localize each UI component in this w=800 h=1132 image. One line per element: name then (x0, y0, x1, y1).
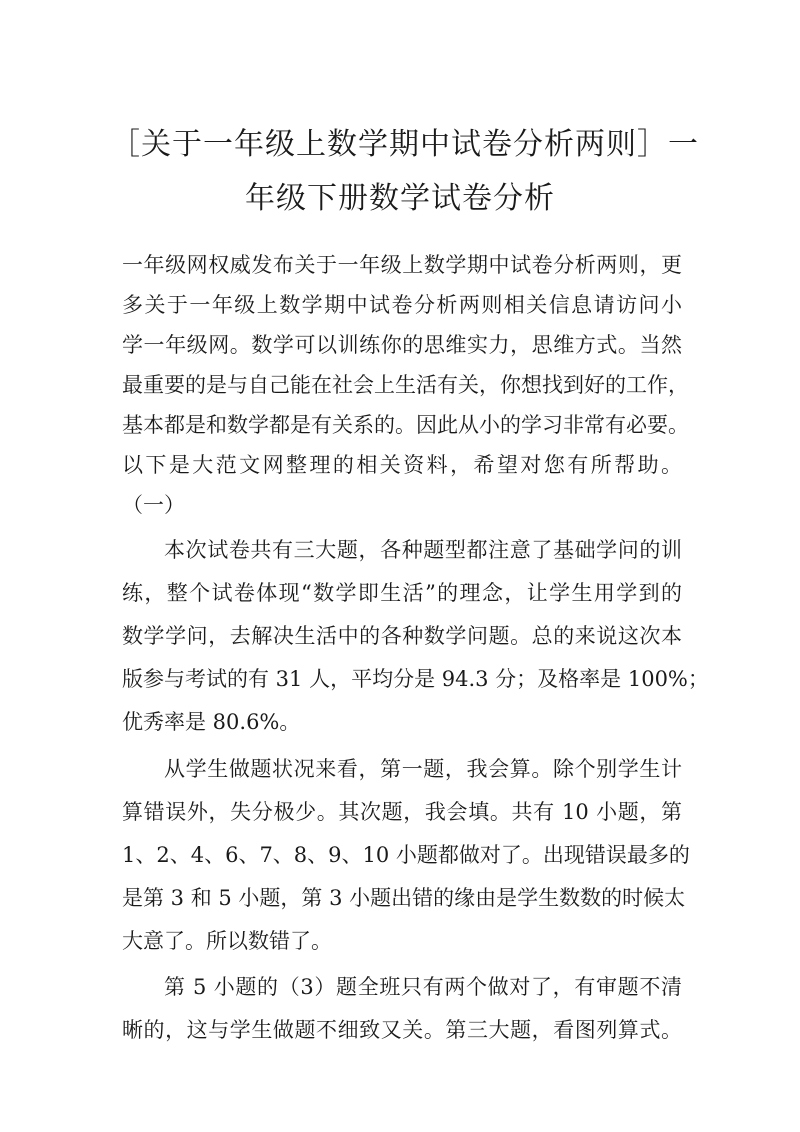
overview-paragraph-line: 练，整个试卷体现“数学即生活”的理念，让学生用学到的 (122, 581, 682, 605)
overview-paragraph-line: 优秀率是 80.6%。 (122, 710, 301, 734)
analysis-paragraph-line: 大意了。所以数错了。 (122, 929, 332, 953)
intro-paragraph-line: 多关于一年级上数学期中试卷分析两则相关信息请访问小 (122, 293, 682, 317)
analysis-paragraph-line: 是第 3 和 5 小题，第 3 小题出错的缘由是学生数数的时候太 (122, 886, 686, 910)
overview-paragraph-line: 版参与考试的有 31 人，平均分是 94.3 分；及格率是 100%； (122, 667, 709, 691)
title-line-1: ［关于一年级上数学期中试卷分析两则］一 (110, 127, 699, 162)
intro-paragraph-line: 最重要的是与自己能在社会上生活有关，你想找到好的工作， (122, 373, 689, 397)
title-line-2: 年级下册数学试卷分析 (245, 181, 555, 216)
intro-paragraph-line: 基本都是和数学都是有关系的。因此从小的学习非常有必要。 (122, 413, 689, 437)
intro-paragraph-line: 一年级网权威发布关于一年级上数学期中试卷分析两则，更 (122, 253, 682, 277)
detail-paragraph-line: 晰的，这与学生做题不细致又关。第三大题，看图列算式。 (122, 1018, 682, 1042)
document-title (110, 118, 699, 226)
intro-paragraph-line: 学一年级网。数学可以训练你的思维实力，思维方式。当然 (122, 333, 682, 357)
detail-paragraph-line: 第 5 小题的（3）题全班只有两个做对了，有审题不清 (164, 975, 682, 999)
overview-paragraph-line: 本次试卷共有三大题，各种题型都注意了基础学问的训 (164, 538, 682, 562)
overview-paragraph-line: 数学学问，去解决生活中的各种数学问题。总的来说这次本 (122, 624, 682, 648)
analysis-paragraph-line: 从学生做题状况来看，第一题，我会算。除个别学生计 (164, 757, 682, 781)
analysis-paragraph-line: 算错误外，失分极少。其次题，我会填。共有 10 小题，第 (122, 800, 682, 824)
intro-paragraph-line: 以下是大范文网整理的相关资料，希望对您有所帮助。 (122, 453, 682, 477)
analysis-paragraph-line: 1、2、4、6、7、8、9、10 小题都做对了。出现错误最多的 (122, 843, 690, 867)
section-heading: （一） (122, 493, 185, 517)
